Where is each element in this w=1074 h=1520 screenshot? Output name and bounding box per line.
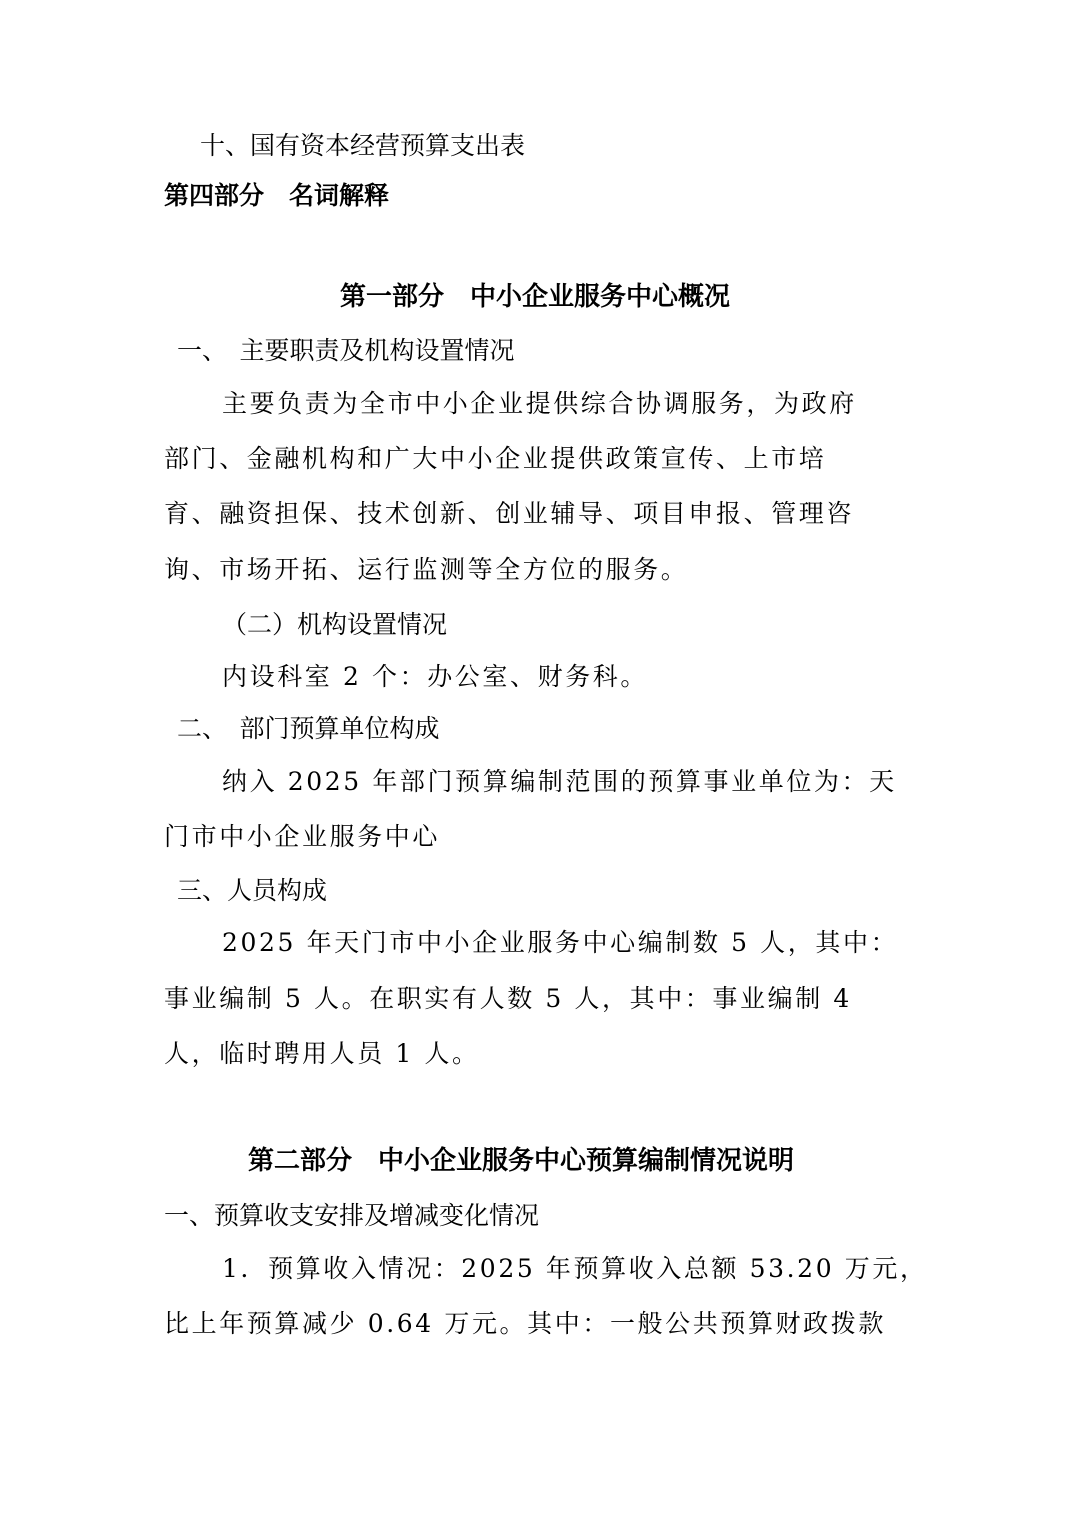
part1-title: 第一部分 中小企业服务中心概况 xyxy=(340,282,731,312)
part1-sec1-para-line: 询、市场开拓、运行监测等全方位的服务。 xyxy=(164,555,689,584)
part2-title: 第二部分 中小企业服务中心预算编制情况说明 xyxy=(248,1146,795,1176)
part1-sub2-para: 内设科室 2 个：办公室、财务科。 xyxy=(222,662,649,691)
toc-item-state-capital-budget: 十、国有资本经营预算支出表 xyxy=(200,131,526,160)
part2-sec1-heading: 一、预算收支安排及增减变化情况 xyxy=(164,1201,540,1230)
part1-sec3-para-line: 人，临时聘用人员 1 人。 xyxy=(164,1039,480,1068)
part1-sec3-para-line: 2025 年天门市中小企业服务中心编制数 5 人，其中： xyxy=(222,928,899,957)
part1-sec1-para-line: 主要负责为全市中小企业提供综合协调服务，为政府 xyxy=(222,389,857,418)
part2-para-line: 1．预算收入情况：2025 年预算收入总额 53.20 万元， xyxy=(222,1254,928,1283)
toc-part4-glossary: 第四部分 名词解释 xyxy=(164,181,390,210)
part1-sec2-heading: 二、 部门预算单位构成 xyxy=(177,714,440,743)
part1-sec3-heading: 三、人员构成 xyxy=(177,876,328,905)
part1-sec3-para-line: 事业编制 5 人。在职实有人数 5 人，其中：事业编制 4 xyxy=(164,984,852,1013)
part1-sec1-para-line: 育、融资担保、技术创新、创业辅导、项目申报、管理咨 xyxy=(164,499,855,528)
part1-sec1-heading: 一、 主要职责及机构设置情况 xyxy=(177,336,515,365)
part2-para-line: 比上年预算减少 0.64 万元。其中：一般公共预算财政拨款 xyxy=(164,1309,886,1338)
part1-sec2-para-line: 纳入 2025 年部门预算编制范围的预算事业单位为：天 xyxy=(222,767,897,796)
part1-sec1-para-line: 部门、金融机构和广大中小企业提供政策宣传、上市培 xyxy=(164,444,827,473)
part1-sub2-heading: （二）机构设置情况 xyxy=(222,610,448,639)
part1-sec2-para-line: 门市中小企业服务中心 xyxy=(164,822,441,851)
